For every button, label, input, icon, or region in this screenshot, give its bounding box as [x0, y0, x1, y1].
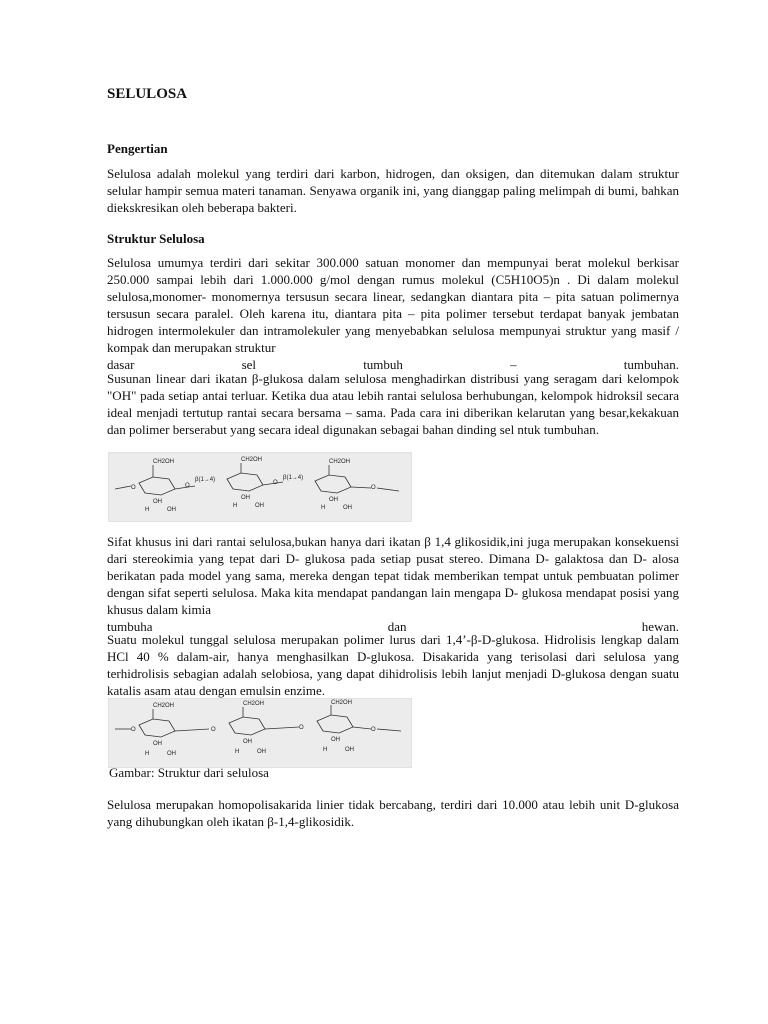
figure-caption: Gambar: Struktur dari selulosa	[109, 765, 269, 780]
paragraph-struktur-3-main: Sifat khusus ini dari rantai selulosa,bukan hanya dari ikatan β 1,4 glikosidik,ini juga merupakan konsekuensi dari stereokimia yang tepat dari D- glukosa pada setiap pusat stereo. Dimana D- galaktosa dan D- alosa berikatan pada model yang sama, mereka dengan tepat tidak memberikan tempat untuk pembuatan polimer dengan sifat seperti selulosa. Maka kita mendapat pandangan lain mengapa D- glukosa mendapat posisi yang khusus dalam kimia	[107, 534, 679, 617]
paragraph-struktur-1	[107, 254, 679, 373]
oh-label: OH	[167, 507, 176, 513]
heading-pengertian: Pengertian	[107, 141, 168, 156]
oh-label: OH	[243, 739, 252, 745]
cellulose-structure-figure-2	[108, 698, 412, 768]
oh-label: OH	[255, 503, 264, 509]
cellulose-structure-diagram	[109, 699, 411, 767]
o-label: O	[185, 483, 190, 489]
ch2oh-label: CH2OH	[153, 703, 175, 709]
ch2oh-label: CH2OH	[331, 700, 353, 706]
o-label: O	[211, 727, 216, 733]
h-label: H	[235, 749, 240, 755]
bond-label: β(1→4)	[195, 477, 216, 483]
oh-label: OH	[329, 497, 338, 503]
paragraph-struktur-3	[107, 533, 679, 635]
h-label: H	[323, 747, 328, 753]
cellulose-structure-figure-1	[108, 452, 412, 522]
o-label: O	[273, 480, 278, 486]
bond-label: β(1→4)	[283, 475, 304, 481]
paragraph-struktur-3-last-line: tumbuha dan hewan.	[107, 619, 679, 634]
o-label: O	[299, 725, 304, 731]
oh-label: OH	[241, 495, 250, 501]
paragraph-struktur-5: Selulosa merupakan homopolisakarida linier tidak bercabang, terdiri dari 10.000 atau lebih unit D-glukosa yang dihubungkan oleh ikatan β-1,4-glikosidik.	[107, 797, 679, 829]
ch2oh-label: CH2OH	[329, 459, 351, 465]
h-label: H	[145, 751, 150, 757]
ch2oh-label: CH2OH	[153, 459, 175, 465]
ch2oh-label: CH2OH	[241, 457, 263, 463]
paragraph-struktur-1-main: Selulosa umumya terdiri dari sekitar 300.000 satuan monomer dan mempunyai berat molekul berkisar 250.000 sampai lebih dari 1.000.000 g/mol dengan rumus molekul (C5H10O5)n . Di dalam molekul selulosa,monomer- monomernya tersusun secara linear, sedangkan diantara pita – pita satuan polimernya tersusun secara paralel. Oleh karena itu, diantara pita – pita polimer tersebut terdapat banyak jembatan hidrogen intermolekuler dan intramolekuler yang menyebabkan selulosa mempunyai struktur yang masif / kompak dan merupakan struktur	[107, 255, 679, 355]
h-label: H	[321, 505, 326, 511]
heading-struktur-selulosa: Struktur Selulosa	[107, 231, 205, 246]
o-label: O	[131, 485, 136, 491]
o-label: O	[371, 727, 376, 733]
oh-label: OH	[153, 499, 162, 505]
o-label: O	[371, 485, 376, 491]
paragraph-struktur-2: Susunan linear dari ikatan β-glukosa dalam selulosa menghadirkan distribusi yang seragam dari kelompok "OH" pada setiap antai terluar. Ketika dua atau lebih rantai selulosa berhubungan, kelompok hidroksil secara ideal menjadi tertutup rantai secara bersama – sama. Pada cara ini diberikan kelarutan yang besar,kekakuan dan polimer berserabut yang secara ideal digunakan sebagai bahan dinding sel ntuk tumbuhan.	[107, 371, 679, 437]
paragraph-struktur-1-last-line: dasar sel tumbuh – tumbuhan.	[107, 357, 679, 372]
oh-label: OH	[153, 741, 162, 747]
oh-label: OH	[331, 737, 340, 743]
cellulose-structure-diagram	[109, 453, 411, 521]
oh-label: OH	[167, 751, 176, 757]
oh-label: OH	[345, 747, 354, 753]
ch2oh-label: CH2OH	[243, 701, 265, 707]
document-title: SELULOSA	[107, 86, 188, 102]
oh-label: OH	[257, 749, 266, 755]
paragraph-struktur-4: Suatu molekul tunggal selulosa merupakan polimer lurus dari 1,4’-β-D-glukosa. Hidrolisis lengkap dalam HCl 40 % dalam-air, hanya menghasilkan D-glukosa. Disakarida yang terisolasi dari selulosa yang terhidrolisis sebagian adalah selobiosa, yang dapat dihidrolisis lebih lanjut menjadi D-glukosa dengan suatu katalis asam atau dengan emulsin enzime.	[107, 632, 679, 698]
h-label: H	[145, 507, 150, 513]
paragraph-pengertian: Selulosa adalah molekul yang terdiri dari karbon, hidrogen, dan oksigen, dan ditemukan dalam struktur selular hampir semua materi tanaman. Senyawa organik ini, yang dianggap paling melimpah di bumi, bahkan diekskresikan oleh beberapa bakteri.	[107, 166, 679, 215]
h-label: H	[233, 503, 238, 509]
o-label: O	[131, 727, 136, 733]
oh-label: OH	[343, 505, 352, 511]
